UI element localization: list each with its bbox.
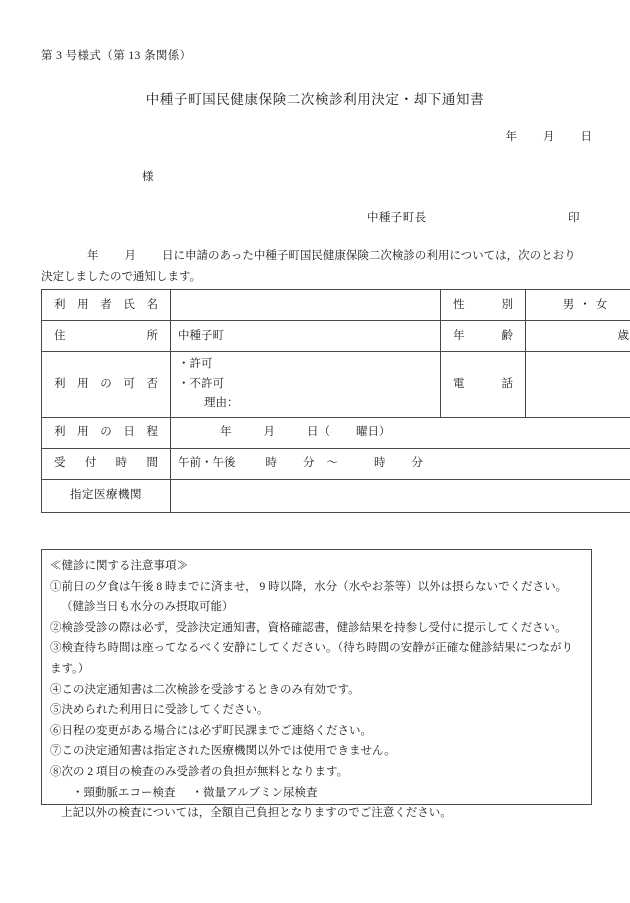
label-reason[interactable]: 理由： (204, 397, 239, 409)
application-year: 年 (87, 250, 99, 262)
note-item-1: ①前日の夕食は午後 8 時までに済ませ， 9 時以降，水分（水やお茶等）以外は摂らないでください。 (50, 580, 568, 593)
note-item-5: ⑤決められた利用日に受診してください。 (50, 704, 269, 717)
issue-date-line (0, 128, 592, 144)
option-allow[interactable]: ・許可 (178, 358, 213, 370)
value-institution[interactable] (171, 479, 630, 512)
table-row-address (42, 321, 630, 352)
value-reception-time[interactable] (171, 448, 630, 479)
form-number: 第 3 号様式（第 13 条関係） (41, 50, 192, 62)
label-schedule: 利用の日程 (42, 417, 171, 448)
label-phone: 電話 (441, 352, 526, 418)
table-row-schedule (42, 417, 630, 448)
note-item-8: ⑧次の 2 項目の検査のみ受診者の負担が無料となります。 (50, 765, 349, 778)
table-row-name (42, 290, 630, 321)
table-row-institution (42, 479, 630, 512)
note-item-6: ⑥日程の変更がある場合には必ず町民課までご連絡ください。 (50, 724, 372, 737)
note-item-8-sub (50, 783, 583, 804)
option-deny[interactable]: ・不許可 (178, 377, 224, 390)
addressee-suffix: 様 (142, 171, 154, 183)
table-row-permission (42, 352, 630, 418)
page-title: 中種子町国民健康保険二次検診利用決定・却下通知書 (145, 92, 485, 107)
permission-options (178, 352, 433, 417)
value-user-name[interactable] (171, 290, 441, 321)
note-item-8-footer: 上記以外の検査については，全額自己負担となりますのでご注意ください。 (61, 807, 452, 820)
schedule-month: 月 (263, 426, 275, 438)
schedule-year: 年 (220, 426, 232, 438)
body-paragraph (41, 246, 581, 288)
seal-icon: 印 (568, 212, 580, 224)
value-sex[interactable] (526, 290, 630, 321)
label-reception-time: 受付時間 (42, 448, 171, 479)
notes-heading: ≪健診に関する注意事項≫ (50, 560, 188, 572)
age-unit: 歳 (617, 329, 629, 342)
application-body-text: 日に申請のあった中種子町国民健康保険二次検診の利用については，次のとおり (162, 250, 576, 262)
application-month: 月 (124, 250, 136, 262)
note-item-3: ③検査待ち時間は座ってなるべく安静にしてください。（待ち時間の安静が正確な健診結果につながります。） (50, 642, 574, 675)
start-minute: 分 (303, 457, 315, 469)
value-age[interactable] (526, 321, 630, 352)
value-phone[interactable] (526, 352, 630, 418)
note-item-2: ②検診受診の際は必ず，受診決定通知書，資格確認書，健診結果を持参し受付に提示してください。 (50, 621, 567, 634)
label-sex: 性別 (441, 290, 526, 321)
issuer-name: 中種子町長 (367, 212, 427, 224)
ampm-options[interactable]: 午前・午後 (178, 457, 236, 469)
issue-date-month: 月 (543, 131, 555, 143)
notification-table (41, 289, 630, 513)
schedule-day: 日（ (307, 426, 330, 438)
end-hour: 時 (374, 457, 386, 469)
body-paragraph-line2: 決定しましたので通知します。 (41, 271, 202, 283)
note-item-4: ④この決定通知書は二次検診を受診するときのみ有効です。 (50, 683, 360, 696)
issue-date-day: 日 (580, 131, 592, 143)
start-hour: 時 (265, 457, 277, 469)
label-address: 住所 (42, 321, 171, 352)
exam-microalbuminuria: ・微量アルブミン尿検査 (191, 786, 318, 799)
label-age: 年齢 (441, 321, 526, 352)
table-row-hours (42, 448, 630, 479)
time-range-tilde: ～ (326, 457, 338, 469)
value-address[interactable]: 中種子町 (171, 321, 441, 352)
value-schedule[interactable] (171, 417, 630, 448)
schedule-weekday: 曜日） (356, 426, 391, 438)
value-permission[interactable] (171, 352, 441, 418)
note-item-7: ⑦この決定通知書は指定された医療機関以外では使用できません。 (50, 745, 396, 758)
label-permission: 利用の可否 (42, 352, 171, 418)
label-institution: 指定医療機関 (42, 479, 171, 512)
sex-options: 男・女 (562, 298, 613, 311)
notes-box (41, 549, 592, 820)
note-item-1-sub: （健診当日も水分のみ摂取可能） (61, 601, 234, 614)
exam-carotid-echo: ・頸動脈エコー検査 (72, 786, 176, 799)
end-minute: 分 (411, 457, 423, 469)
label-user-name: 利用者氏名 (42, 290, 171, 321)
issue-date-year: 年 (505, 131, 517, 143)
